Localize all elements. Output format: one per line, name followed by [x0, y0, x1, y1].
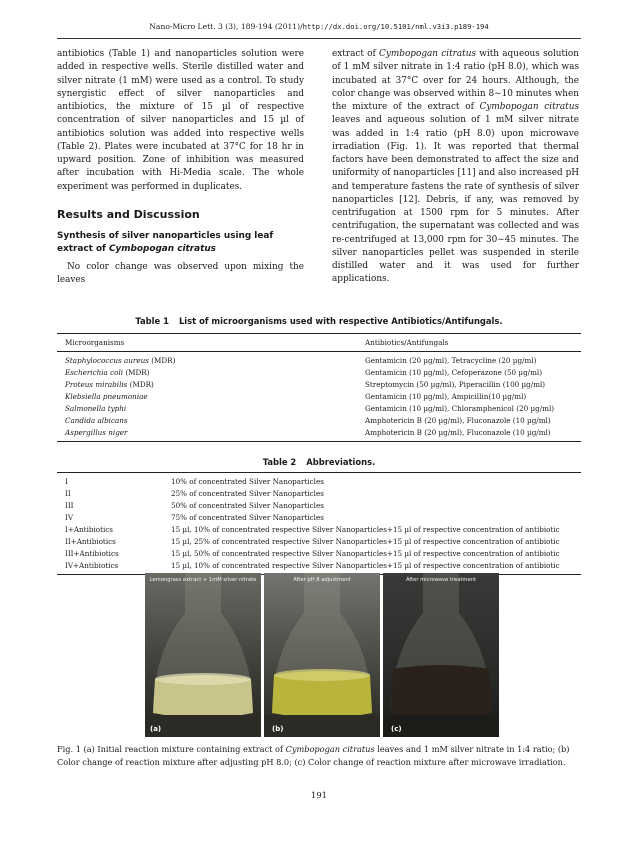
table-row: II+Antibiotics 15 µl, 25% of concentrated respective Silver Nanoparticles+15 µl of respective concentration of antibiotic [65, 537, 560, 546]
table-row: II 25% of concentrated Silver Nanoparticles [65, 489, 324, 498]
right-column [332, 48, 579, 287]
table-row: Aspergillus niger Amphotericin B (20 µg/ml), Fluconazole (10 µg/ml) [57, 427, 581, 442]
table-row: Staphylococcus aureus (MDR) Gentamicin (20 µg/ml), Tetracycline (20 µg/ml) [65, 356, 537, 365]
table2-label: Table 2 [262, 457, 297, 467]
table2-title: Abbreviations. [306, 457, 376, 467]
table-row: III+Antibiotics 15 µl, 50% of concentrated respective Silver Nanoparticles+15 µl of respective concentration of antibiotic [65, 549, 560, 558]
flask-photo-c [383, 573, 499, 737]
panel-c-label: (c) [391, 725, 402, 733]
panel-a-label: (a) [150, 725, 162, 733]
table1-header-microorganisms: Microorganisms [57, 334, 357, 352]
panel-a-overlay-text: Lemongrass extract + 1mM silver nitrate [149, 577, 257, 583]
panel-b-label: (b) [272, 725, 284, 733]
panel-b-overlay-text: After pH 8 adjustment [293, 577, 351, 583]
table2-caption [57, 457, 581, 467]
table-row: Proteus mirabilis (MDR) Streptomycin (50 µg/ml), Piperacillin (100 µg/ml) [65, 380, 546, 389]
table1-title: List of microorganisms used with respective Antibiotics/Antifungals. [178, 316, 503, 326]
table-row: IV+Antibiotics 15 µl, 10% of concentrated respective Silver Nanoparticles+15 µl of respective concentration of antibiotic [57, 560, 581, 575]
figure-panel-c [383, 573, 499, 737]
table-row: I+Antibiotics 15 µl, 10% of concentrated respective Silver Nanoparticles+15 µl of respective concentration of antibiotic [65, 525, 560, 534]
table-row: I 10% of concentrated Silver Nanoparticles [65, 477, 324, 486]
page-number: 191 [311, 790, 327, 800]
figure-panel-a [145, 573, 261, 737]
results-paragraph-start: No color change was observed upon mixing the leaves [57, 262, 304, 286]
table1-microorganisms [57, 333, 581, 442]
table1-header-row [57, 334, 581, 352]
doi-link[interactable]: http://dx.doi.org/10.5101/nml.v3i3.p189-194 [302, 22, 489, 31]
table-row: Escherichia coli (MDR) Gentamicin (10 µg/ml), Cefoperazone (50 µg/ml) [65, 368, 543, 377]
table-row: IV 75% of concentrated Silver Nanoparticles [65, 513, 324, 522]
figure-panel-b [264, 573, 380, 737]
table-row: Klebsiella pneumoniae Gentamicin (10 µg/ml), Ampicillin(10 µg/ml) [65, 392, 527, 401]
flask-photo-a [145, 573, 261, 737]
figure1-photographs [145, 573, 499, 737]
flask-photo-b [264, 573, 380, 737]
subsection-title: Synthesis of silver nanoparticles using leaf extract of Cymbopogan citratus [57, 230, 274, 254]
table2-abbreviations [57, 472, 581, 575]
table1-label: Table 1 [135, 316, 169, 326]
results-paragraph-continued: extract of Cymbopogan citratus with aqueous solution of 1 mM silver nitrate in 1:4 ratio (pH 8.0), which was incubated at 37°C over for 24 hours. Although, the color change was observed within 8∼10 minutes when the mixture of the extract of Cymbopogan citratus leaves and aqueous solution of 1 mM silver nitrate was added in 1:4 ratio (pH 8.0) upon microwave irradiation (Fig. 1). It was reported that thermal factors have been demonstrated to affect the size and uniformity of nanoparticles [11] and also increased pH and temperature fastens the rate of synthesis of silver nanoparticles [12]. Debris, if any, was removed by centrifugation at 1500 rpm for 5 minutes. After centrifugation, the supernatant was collected and was re-centrifuged at 13,000 rpm for 30∼45 minutes. The silver nanoparticles pellet was suspended in sterile distilled water and it was used for further applications. [332, 49, 579, 285]
running-header [57, 20, 581, 39]
section-title: Results and Discussion [57, 207, 200, 221]
table1-header-antibiotics: Antibiotics/Antifungals [357, 334, 581, 352]
table1-caption [57, 316, 581, 326]
figure1-caption: Fig. 1 (a) Initial reaction mixture containing extract of Cymbopogan citratus leaves and 1 mM silver nitrate in 1:4 ratio; (b) Color change of reaction mixture after adjusting pH 8.0; (c) Color change of reaction mixture after microwave irradiation. [57, 744, 570, 767]
methods-paragraph: antibiotics (Table 1) and nanoparticles solution were added in respective wells. Sterile distilled water and silver nitrate (1 mM) were used as a control. To study synergistic effect of silver nanoparticles and antibiotics, the mixture of 15 µl of respective concentration of silver nanoparticles and 15 µl of antibiotics solution was added into respective wells (Table 2). Plates were incubated at 37°C for 18 hr in upward position. Zone of inhibition was measured after incubation with Hi-Media scale. The whole experiment was performed in duplicates. [57, 49, 304, 192]
table-row: Candida albicans Amphotericin B (20 µg/ml), Fluconazole (10 µg/ml) [65, 416, 551, 425]
table-row: III 50% of concentrated Silver Nanoparticles [65, 501, 324, 510]
journal-citation: Nano-Micro Lett. 3 (3), 189-194 (2011)/ [149, 22, 303, 31]
table-row: Salmonella typhi Gentamicin (10 µg/ml), Chloramphenicol (20 µg/ml) [65, 404, 555, 413]
left-column [57, 48, 304, 288]
panel-c-overlay-text: After microwave treatment [406, 577, 476, 583]
